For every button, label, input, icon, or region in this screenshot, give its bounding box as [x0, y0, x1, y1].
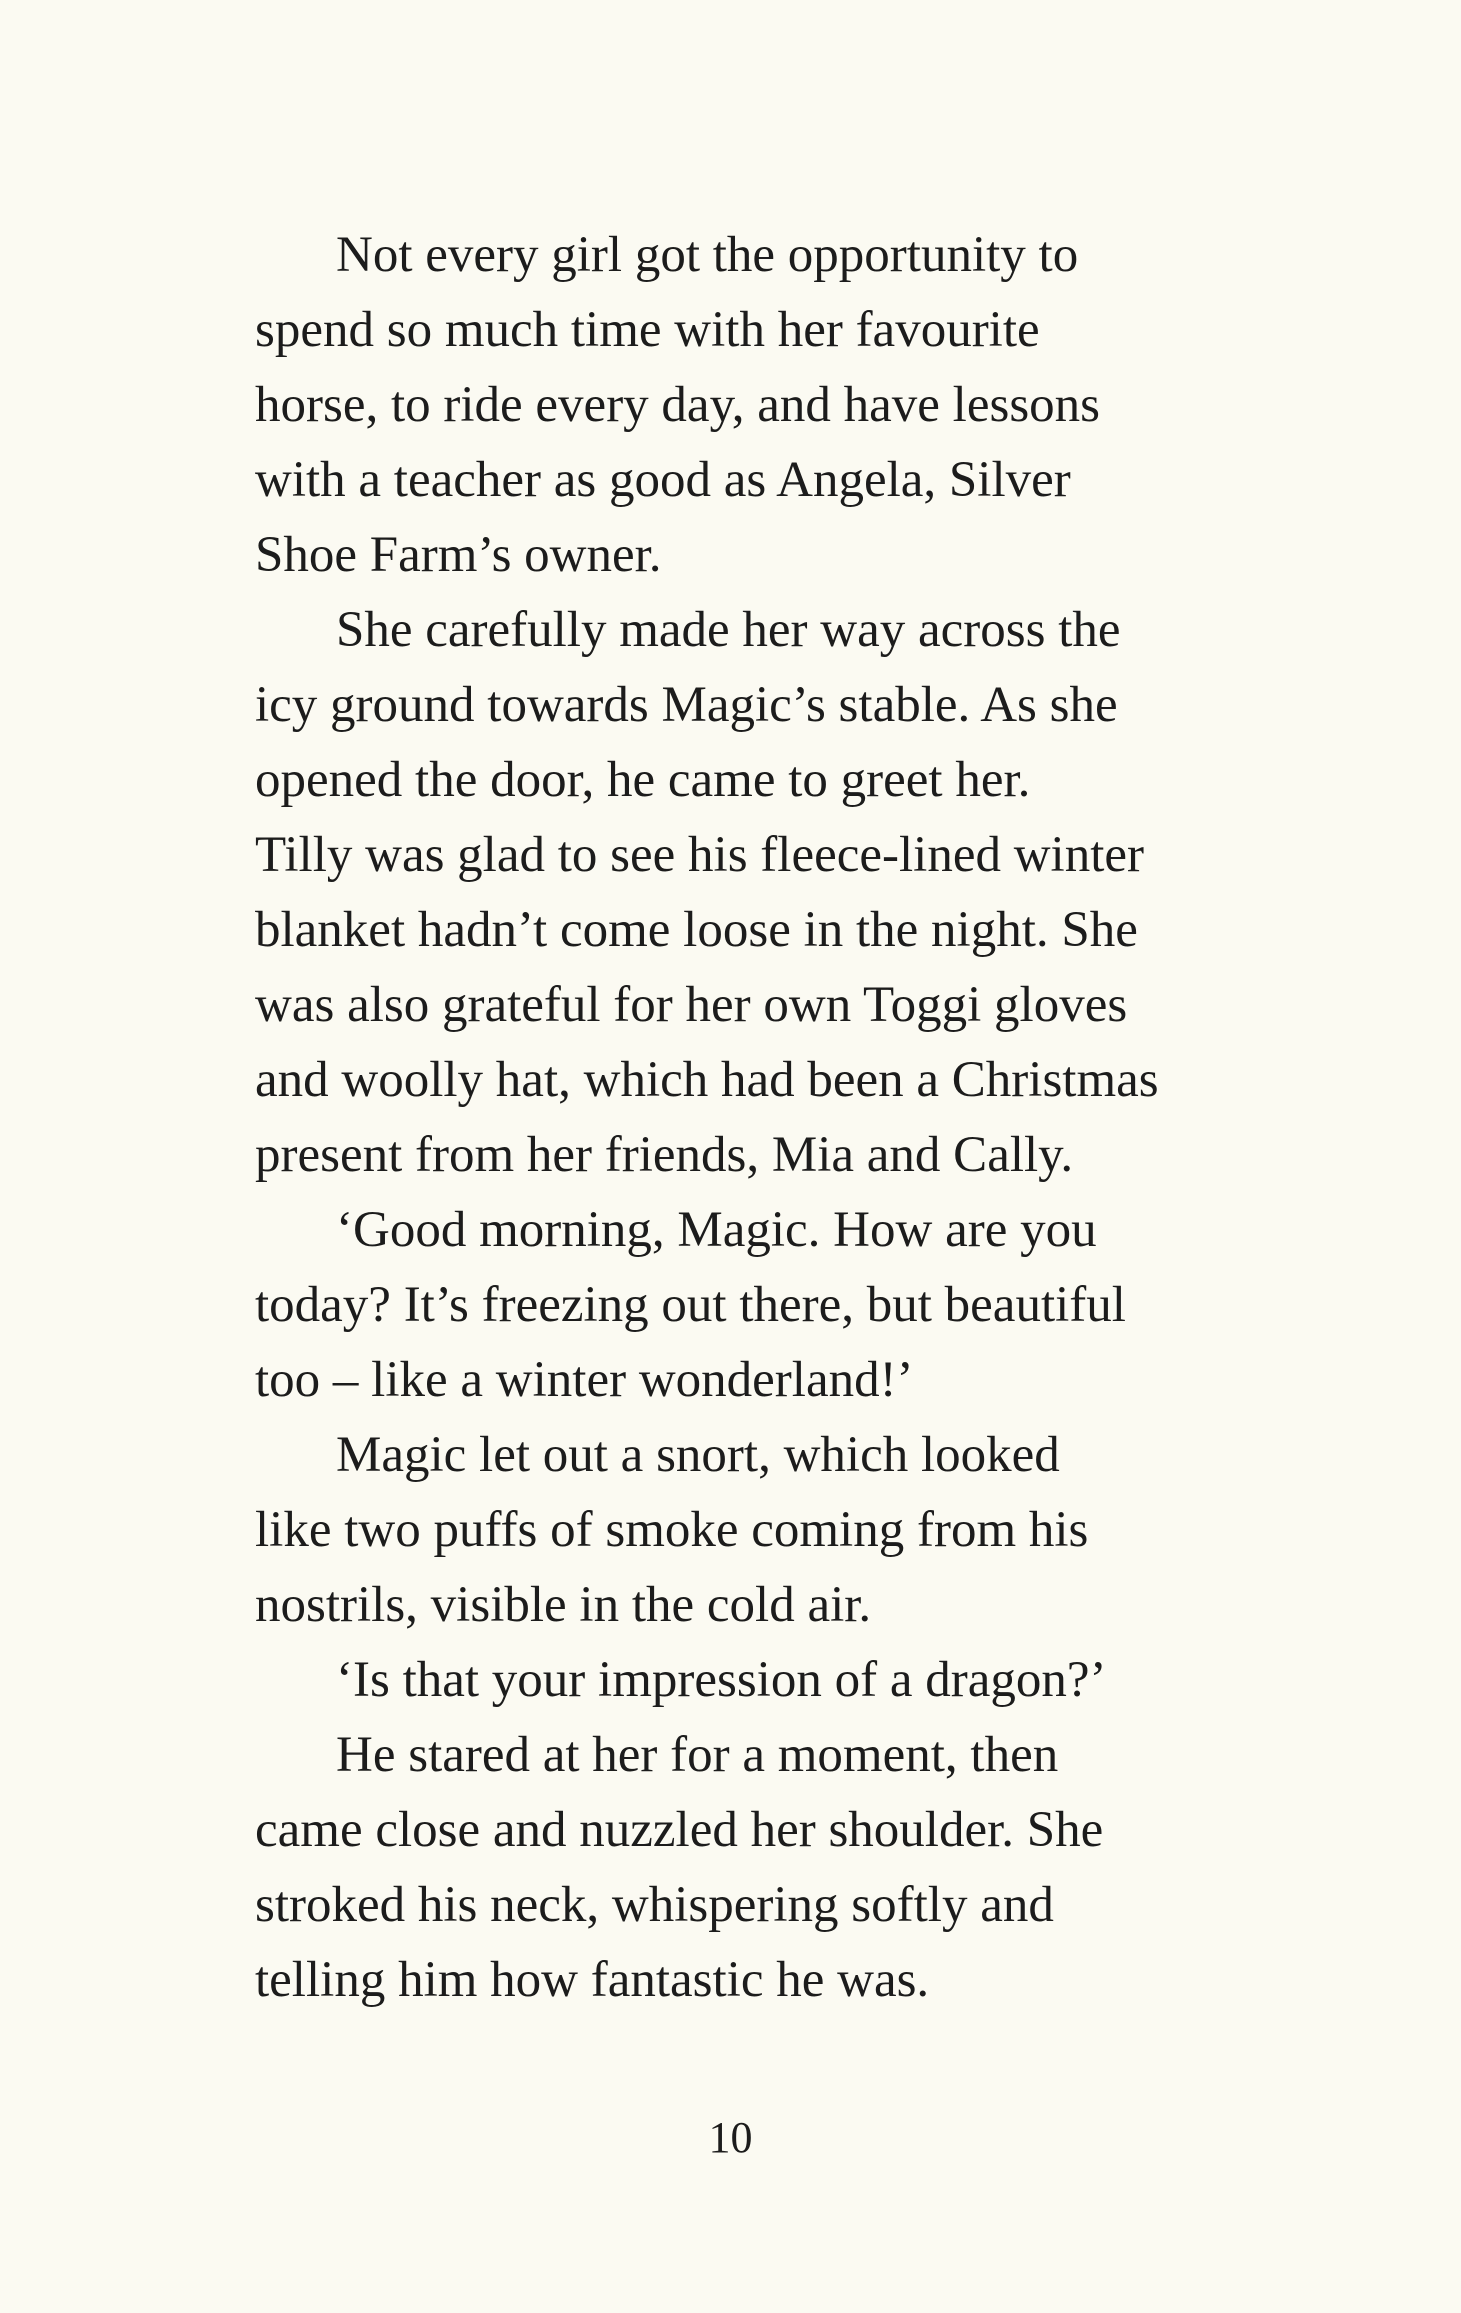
text-line: came close and nuzzled her shoulder. She [255, 1802, 1104, 1858]
paragraph-4 [255, 1418, 1305, 1643]
text-line: Magic let out a snort, which looked [336, 1427, 1060, 1483]
text-line: too – like a winter wonderland!’ [255, 1352, 914, 1408]
text-line: telling him how fantastic he was. [255, 1952, 930, 2008]
text-line: He stared at her for a moment, then [336, 1727, 1059, 1783]
paragraph-1 [255, 218, 1305, 593]
text-line: opened the door, he came to greet her. [255, 752, 1031, 808]
text-line: was also grateful for her own Toggi gloves [255, 977, 1128, 1033]
text-line: ‘Good morning, Magic. How are you [336, 1202, 1097, 1258]
text-line: stroked his neck, whispering softly and [255, 1877, 1054, 1933]
text-line: spend so much time with her favourite [255, 302, 1040, 358]
text-line: present from her friends, Mia and Cally. [255, 1127, 1074, 1183]
text-line: Tilly was glad to see his fleece-lined winter [255, 827, 1144, 883]
text-line: like two puffs of smoke coming from his [255, 1502, 1089, 1558]
body-text [255, 218, 1305, 2018]
paragraph-6 [255, 1718, 1305, 2018]
page-number: 10 [708, 2113, 753, 2162]
text-line: and woolly hat, which had been a Christmas [255, 1052, 1159, 1108]
paragraph-2 [255, 593, 1305, 1193]
text-line: ‘Is that your impression of a dragon?’ [336, 1652, 1107, 1708]
text-line: She carefully made her way across the [336, 602, 1121, 658]
text-line: icy ground towards Magic’s stable. As she [255, 677, 1118, 733]
text-line: today? It’s freezing out there, but beautiful [255, 1277, 1126, 1333]
text-line: Shoe Farm’s owner. [255, 527, 662, 583]
text-line: blanket hadn’t come loose in the night. She [255, 902, 1138, 958]
paragraph-5 [255, 1643, 1305, 1718]
paragraph-3 [255, 1193, 1305, 1418]
text-line: with a teacher as good as Angela, Silver [255, 452, 1071, 508]
text-line: horse, to ride every day, and have lessons [255, 377, 1101, 433]
text-line: nostrils, visible in the cold air. [255, 1577, 872, 1633]
text-line: Not every girl got the opportunity to [336, 227, 1079, 283]
